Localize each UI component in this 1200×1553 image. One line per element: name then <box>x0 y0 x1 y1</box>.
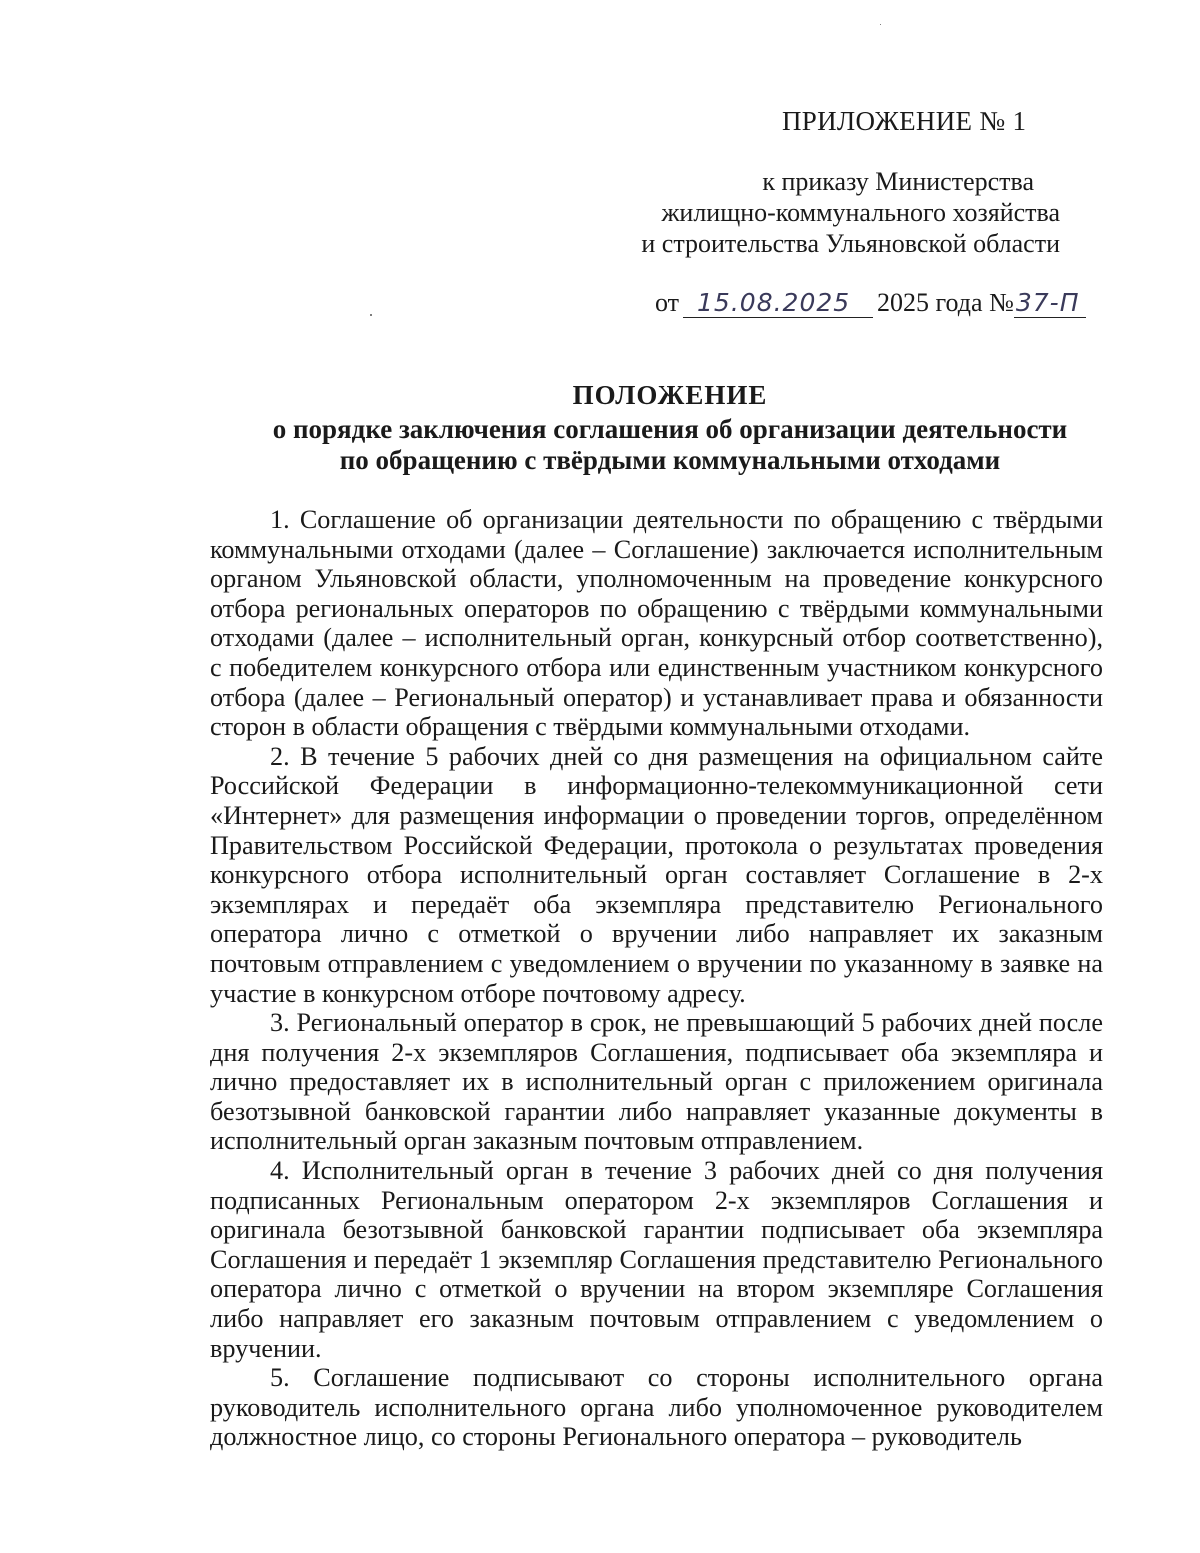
scan-speck <box>370 314 372 316</box>
order-ref-line-1: к приказу Министерства <box>762 167 1034 196</box>
order-ref-line-3: и строительства Ульяновской области <box>641 229 1060 258</box>
date-prefix: от <box>655 288 680 317</box>
title-line-2: о порядке заключения соглашения об организации деятельности <box>272 414 1068 444</box>
paragraph-4: 4. Исполнительный орган в течение 3 рабочих дней со дня получения подписанных Региональным оператором 2-х экземпляров Соглашения и оригинала безотзывной банковской гарантии подписывает оба экземпляра Соглашения и передаёт 1 экземпляр Соглашения представителю Регионального оператора лично с отметкой о вручении на втором экземпляре Соглашения либо направляет его заказным почтовым отправлением с уведомлением о вручении. <box>210 1156 1103 1363</box>
appendix-label: ПРИЛОЖЕНИЕ № 1 <box>782 106 1027 136</box>
title-main: ПОЛОЖЕНИЕ <box>572 380 768 410</box>
paragraph-3: 3. Региональный оператор в срок, не превышающий 5 рабочих дней после дня получения 2-х экземпляров Соглашения, подписывает оба экземпляра и лично предоставляет их в исполнительный орган с приложением оригинала безотзывной банковской гарантии либо направляет указанные документы в исполнительный орган заказным почтовым отправлением. <box>210 1008 1103 1156</box>
paragraph-2: 2. В течение 5 рабочих дней со дня размещения на официальном сайте Российской Федерации в информационно-телекоммуникационной сети «Интернет» для размещения информации о проведении торгов, определённом Правительством Российской Федерации, протокола о результатах проведения конкурсного отбора исполнительный орган составляет Соглашение в 2-х экземплярах и передаёт оба экземпляра представителю Регионального оператора лично с отметкой о вручении либо направляет их заказным почтовым отправлением с уведомлением о вручении по указанному в заявке на участие в конкурсном отборе почтовому адресу. <box>210 741 1103 1008</box>
paragraph-5: 5. Соглашение подписывают со стороны исполнительного органа руководитель исполнительного органа либо уполномоченное руководителем должностное лицо, со стороны Регионального оператора – руководитель <box>210 1363 1103 1452</box>
year-text: 2025 года № <box>877 288 1014 317</box>
title-line-3: по обращению с твёрдыми коммунальными отходами <box>339 445 1001 475</box>
order-date-line <box>655 288 1086 318</box>
document-body <box>210 505 1103 1452</box>
handwritten-date: 15.08.2025 <box>683 288 873 318</box>
scan-speck <box>880 24 881 25</box>
handwritten-order-number: 37-П <box>1014 288 1086 318</box>
order-reference <box>640 166 1060 259</box>
paragraph-1: 1. Соглашение об организации деятельности по обращению с твёрдыми коммунальными отходами (далее – Соглашение) заключается исполнительным органом Ульяновской области, уполномоченным на проведение конкурсного отбора региональных операторов по обращению с твёрдыми коммунальными отходами (далее – исполнительный орган, конкурсный отбор соответственно), с победителем конкурсного отбора или единственным участником конкурсного отбора (далее – Региональный оператор) и устанавливает права и обязанности сторон в области обращения с твёрдыми коммунальными отходами. <box>210 505 1103 742</box>
document-title <box>0 380 1200 476</box>
order-ref-line-2: жилищно-коммунального хозяйства <box>661 198 1060 227</box>
